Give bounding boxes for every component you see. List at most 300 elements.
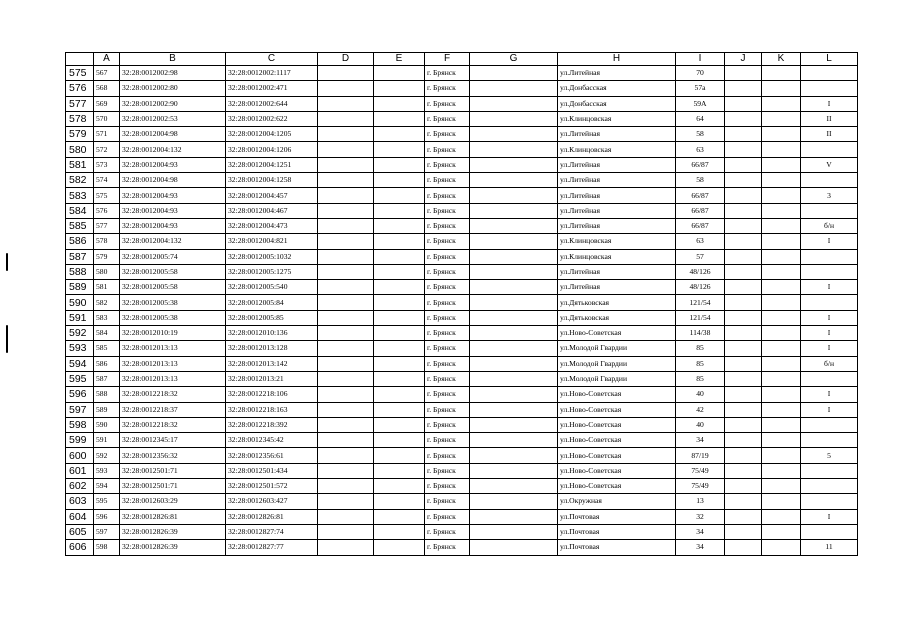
cell-d[interactable] <box>318 127 374 142</box>
cell-l[interactable] <box>801 463 858 478</box>
cell-f[interactable]: г. Брянск <box>425 264 470 279</box>
cell-e[interactable] <box>374 371 425 386</box>
cell-g[interactable] <box>470 66 558 81</box>
cell-l[interactable]: б/н <box>801 356 858 371</box>
cell-l[interactable]: 11 <box>801 540 858 555</box>
cell-j[interactable] <box>725 157 762 172</box>
cell-l[interactable]: I <box>801 326 858 341</box>
cell-h[interactable]: ул.Ново-Советская <box>558 479 676 494</box>
cell-g[interactable] <box>470 402 558 417</box>
cell-h[interactable]: ул.Окружная <box>558 494 676 509</box>
cell-e[interactable] <box>374 188 425 203</box>
row-number[interactable]: 579 <box>66 127 94 142</box>
cell-i[interactable]: 40 <box>676 417 725 432</box>
cell-j[interactable] <box>725 402 762 417</box>
cell-c[interactable]: 32:28:0012004:457 <box>226 188 318 203</box>
cell-h[interactable]: ул.Литейная <box>558 264 676 279</box>
cell-e[interactable] <box>374 524 425 539</box>
cell-f[interactable]: г. Брянск <box>425 417 470 432</box>
cell-c[interactable]: 32:28:0012218:163 <box>226 402 318 417</box>
cell-j[interactable] <box>725 249 762 264</box>
cell-l[interactable]: I <box>801 96 858 111</box>
cell-c[interactable]: 32:28:0012004:1258 <box>226 173 318 188</box>
cell-f[interactable]: г. Брянск <box>425 387 470 402</box>
cell-e[interactable] <box>374 218 425 233</box>
cell-h[interactable]: ул.Литейная <box>558 203 676 218</box>
cell-d[interactable] <box>318 387 374 402</box>
row-number[interactable]: 604 <box>66 509 94 524</box>
column-header-k[interactable]: K <box>762 53 801 66</box>
cell-a[interactable]: 572 <box>94 142 120 157</box>
cell-j[interactable] <box>725 264 762 279</box>
cell-c[interactable]: 32:28:0012004:1251 <box>226 157 318 172</box>
cell-c[interactable]: 32:28:0012002:1117 <box>226 66 318 81</box>
cell-l[interactable]: I <box>801 310 858 325</box>
cell-c[interactable]: 32:28:0012218:106 <box>226 387 318 402</box>
cell-i[interactable]: 34 <box>676 433 725 448</box>
cell-h[interactable]: ул.Почтовая <box>558 509 676 524</box>
cell-f[interactable]: г. Брянск <box>425 142 470 157</box>
cell-j[interactable] <box>725 417 762 432</box>
cell-f[interactable]: г. Брянск <box>425 96 470 111</box>
cell-k[interactable] <box>762 142 801 157</box>
cell-c[interactable]: 32:28:0012356:61 <box>226 448 318 463</box>
cell-e[interactable] <box>374 479 425 494</box>
cell-f[interactable]: г. Брянск <box>425 326 470 341</box>
cell-k[interactable] <box>762 402 801 417</box>
cell-d[interactable] <box>318 509 374 524</box>
cell-h[interactable]: ул.Почтовая <box>558 524 676 539</box>
cell-c[interactable]: 32:28:0012013:21 <box>226 371 318 386</box>
cell-i[interactable]: 48/126 <box>676 264 725 279</box>
cell-g[interactable] <box>470 524 558 539</box>
cell-k[interactable] <box>762 111 801 126</box>
column-header-g[interactable]: G <box>470 53 558 66</box>
cell-h[interactable]: ул.Ново-Советская <box>558 448 676 463</box>
cell-g[interactable] <box>470 479 558 494</box>
cell-f[interactable]: г. Брянск <box>425 524 470 539</box>
cell-l[interactable]: 5 <box>801 448 858 463</box>
cell-b[interactable]: 32:28:0012005:58 <box>120 280 226 295</box>
cell-b[interactable]: 32:28:0012005:38 <box>120 310 226 325</box>
cell-d[interactable] <box>318 218 374 233</box>
cell-l[interactable] <box>801 494 858 509</box>
cell-g[interactable] <box>470 417 558 432</box>
cell-f[interactable]: г. Брянск <box>425 234 470 249</box>
cell-f[interactable]: г. Брянск <box>425 356 470 371</box>
row-number[interactable]: 591 <box>66 310 94 325</box>
cell-b[interactable]: 32:28:0012005:38 <box>120 295 226 310</box>
cell-b[interactable]: 32:28:0012013:13 <box>120 371 226 386</box>
cell-a[interactable]: 582 <box>94 295 120 310</box>
cell-a[interactable]: 597 <box>94 524 120 539</box>
cell-l[interactable]: II <box>801 111 858 126</box>
cell-g[interactable] <box>470 127 558 142</box>
column-header-l[interactable]: L <box>801 53 858 66</box>
cell-j[interactable] <box>725 540 762 555</box>
cell-d[interactable] <box>318 433 374 448</box>
cell-j[interactable] <box>725 66 762 81</box>
cell-g[interactable] <box>470 142 558 157</box>
cell-b[interactable]: 32:28:0012356:32 <box>120 448 226 463</box>
cell-b[interactable]: 32:28:0012002:98 <box>120 66 226 81</box>
cell-j[interactable] <box>725 356 762 371</box>
cell-g[interactable] <box>470 218 558 233</box>
cell-c[interactable]: 32:28:0012004:1206 <box>226 142 318 157</box>
cell-j[interactable] <box>725 173 762 188</box>
cell-l[interactable]: V <box>801 157 858 172</box>
cell-l[interactable]: I <box>801 402 858 417</box>
cell-i[interactable]: 64 <box>676 111 725 126</box>
cell-k[interactable] <box>762 295 801 310</box>
cell-l[interactable]: б/н <box>801 218 858 233</box>
cell-l[interactable] <box>801 479 858 494</box>
cell-e[interactable] <box>374 341 425 356</box>
row-number[interactable]: 605 <box>66 524 94 539</box>
cell-e[interactable] <box>374 295 425 310</box>
cell-l[interactable]: I <box>801 509 858 524</box>
cell-a[interactable]: 598 <box>94 540 120 555</box>
cell-c[interactable]: 32:28:0012827:77 <box>226 540 318 555</box>
cell-d[interactable] <box>318 157 374 172</box>
cell-j[interactable] <box>725 280 762 295</box>
cell-j[interactable] <box>725 341 762 356</box>
cell-k[interactable] <box>762 173 801 188</box>
cell-l[interactable] <box>801 81 858 96</box>
cell-e[interactable] <box>374 540 425 555</box>
cell-d[interactable] <box>318 295 374 310</box>
cell-g[interactable] <box>470 463 558 478</box>
cell-a[interactable]: 576 <box>94 203 120 218</box>
cell-c[interactable]: 32:28:0012501:572 <box>226 479 318 494</box>
cell-a[interactable]: 581 <box>94 280 120 295</box>
cell-j[interactable] <box>725 463 762 478</box>
row-number[interactable]: 583 <box>66 188 94 203</box>
cell-g[interactable] <box>470 203 558 218</box>
cell-g[interactable] <box>470 295 558 310</box>
row-number[interactable]: 582 <box>66 173 94 188</box>
cell-b[interactable]: 32:28:0012826:39 <box>120 540 226 555</box>
cell-k[interactable] <box>762 81 801 96</box>
cell-k[interactable] <box>762 234 801 249</box>
cell-j[interactable] <box>725 81 762 96</box>
cell-k[interactable] <box>762 188 801 203</box>
cell-g[interactable] <box>470 81 558 96</box>
cell-b[interactable]: 32:28:0012004:93 <box>120 218 226 233</box>
cell-g[interactable] <box>470 509 558 524</box>
cell-g[interactable] <box>470 249 558 264</box>
cell-a[interactable]: 577 <box>94 218 120 233</box>
cell-d[interactable] <box>318 402 374 417</box>
cell-k[interactable] <box>762 218 801 233</box>
cell-i[interactable]: 42 <box>676 402 725 417</box>
cell-i[interactable]: 58 <box>676 173 725 188</box>
row-number[interactable]: 589 <box>66 280 94 295</box>
cell-i[interactable]: 34 <box>676 524 725 539</box>
cell-a[interactable]: 593 <box>94 463 120 478</box>
cell-k[interactable] <box>762 417 801 432</box>
cell-j[interactable] <box>725 234 762 249</box>
cell-i[interactable]: 85 <box>676 356 725 371</box>
cell-k[interactable] <box>762 249 801 264</box>
cell-h[interactable]: ул.Дятьковская <box>558 310 676 325</box>
cell-c[interactable]: 32:28:0012004:467 <box>226 203 318 218</box>
cell-j[interactable] <box>725 509 762 524</box>
cell-f[interactable]: г. Брянск <box>425 341 470 356</box>
cell-h[interactable]: ул.Клинцовская <box>558 249 676 264</box>
cell-k[interactable] <box>762 387 801 402</box>
cell-i[interactable]: 85 <box>676 371 725 386</box>
row-number[interactable]: 586 <box>66 234 94 249</box>
cell-a[interactable]: 568 <box>94 81 120 96</box>
cell-g[interactable] <box>470 494 558 509</box>
cell-k[interactable] <box>762 540 801 555</box>
cell-b[interactable]: 32:28:0012603:29 <box>120 494 226 509</box>
cell-h[interactable]: ул.Дятьковская <box>558 295 676 310</box>
cell-d[interactable] <box>318 66 374 81</box>
cell-f[interactable]: г. Брянск <box>425 127 470 142</box>
cell-c[interactable]: 32:28:0012005:1275 <box>226 264 318 279</box>
cell-c[interactable]: 32:28:0012005:1032 <box>226 249 318 264</box>
cell-c[interactable]: 32:28:0012827:74 <box>226 524 318 539</box>
cell-i[interactable]: 75/49 <box>676 463 725 478</box>
cell-a[interactable]: 569 <box>94 96 120 111</box>
column-header-i[interactable]: I <box>676 53 725 66</box>
row-number[interactable]: 588 <box>66 264 94 279</box>
column-header-j[interactable]: J <box>725 53 762 66</box>
cell-k[interactable] <box>762 310 801 325</box>
cell-l[interactable]: II <box>801 127 858 142</box>
cell-k[interactable] <box>762 96 801 111</box>
cell-j[interactable] <box>725 326 762 341</box>
cell-i[interactable]: 48/126 <box>676 280 725 295</box>
cell-k[interactable] <box>762 524 801 539</box>
cell-b[interactable]: 32:28:0012010:19 <box>120 326 226 341</box>
cell-h[interactable]: ул.Ново-Советская <box>558 433 676 448</box>
cell-a[interactable]: 578 <box>94 234 120 249</box>
cell-d[interactable] <box>318 341 374 356</box>
column-header-h[interactable]: H <box>558 53 676 66</box>
cell-g[interactable] <box>470 111 558 126</box>
cell-a[interactable]: 591 <box>94 433 120 448</box>
row-number[interactable]: 603 <box>66 494 94 509</box>
cell-h[interactable]: ул.Литейная <box>558 157 676 172</box>
column-header-f[interactable]: F <box>425 53 470 66</box>
cell-l[interactable]: I <box>801 234 858 249</box>
cell-i[interactable]: 85 <box>676 341 725 356</box>
cell-l[interactable] <box>801 142 858 157</box>
cell-c[interactable]: 32:28:0012005:540 <box>226 280 318 295</box>
cell-f[interactable]: г. Брянск <box>425 66 470 81</box>
cell-b[interactable]: 32:28:0012218:32 <box>120 417 226 432</box>
cell-h[interactable]: ул.Ново-Советская <box>558 387 676 402</box>
column-header-d[interactable]: D <box>318 53 374 66</box>
row-number[interactable]: 602 <box>66 479 94 494</box>
cell-d[interactable] <box>318 371 374 386</box>
cell-b[interactable]: 32:28:0012004:93 <box>120 203 226 218</box>
cell-b[interactable]: 32:28:0012002:80 <box>120 81 226 96</box>
cell-a[interactable]: 594 <box>94 479 120 494</box>
cell-e[interactable] <box>374 402 425 417</box>
row-number[interactable]: 581 <box>66 157 94 172</box>
cell-c[interactable]: 32:28:0012603:427 <box>226 494 318 509</box>
row-number[interactable]: 592 <box>66 326 94 341</box>
row-number[interactable]: 594 <box>66 356 94 371</box>
cell-e[interactable] <box>374 326 425 341</box>
cell-e[interactable] <box>374 203 425 218</box>
cell-i[interactable]: 121/54 <box>676 295 725 310</box>
cell-g[interactable] <box>470 341 558 356</box>
cell-d[interactable] <box>318 524 374 539</box>
cell-k[interactable] <box>762 326 801 341</box>
cell-j[interactable] <box>725 524 762 539</box>
cell-d[interactable] <box>318 540 374 555</box>
cell-k[interactable] <box>762 264 801 279</box>
cell-i[interactable]: 13 <box>676 494 725 509</box>
cell-d[interactable] <box>318 448 374 463</box>
cell-l[interactable] <box>801 249 858 264</box>
cell-d[interactable] <box>318 356 374 371</box>
cell-j[interactable] <box>725 494 762 509</box>
cell-e[interactable] <box>374 96 425 111</box>
cell-a[interactable]: 592 <box>94 448 120 463</box>
cell-i[interactable]: 66/87 <box>676 188 725 203</box>
cell-a[interactable]: 587 <box>94 371 120 386</box>
cell-e[interactable] <box>374 173 425 188</box>
cell-j[interactable] <box>725 96 762 111</box>
cell-l[interactable] <box>801 295 858 310</box>
cell-d[interactable] <box>318 479 374 494</box>
cell-f[interactable]: г. Брянск <box>425 402 470 417</box>
cell-j[interactable] <box>725 127 762 142</box>
cell-c[interactable]: 32:28:0012002:644 <box>226 96 318 111</box>
cell-h[interactable]: ул.Молодой Гвардии <box>558 341 676 356</box>
cell-f[interactable]: г. Брянск <box>425 249 470 264</box>
row-number[interactable]: 595 <box>66 371 94 386</box>
cell-h[interactable]: ул.Клинцовская <box>558 234 676 249</box>
row-number[interactable]: 585 <box>66 218 94 233</box>
cell-b[interactable]: 32:28:0012002:90 <box>120 96 226 111</box>
cell-d[interactable] <box>318 463 374 478</box>
cell-k[interactable] <box>762 479 801 494</box>
cell-c[interactable]: 32:28:0012501:434 <box>226 463 318 478</box>
cell-d[interactable] <box>318 310 374 325</box>
cell-i[interactable]: 63 <box>676 142 725 157</box>
cell-l[interactable] <box>801 66 858 81</box>
cell-a[interactable]: 567 <box>94 66 120 81</box>
cell-a[interactable]: 585 <box>94 341 120 356</box>
cell-i[interactable]: 58 <box>676 127 725 142</box>
cell-d[interactable] <box>318 264 374 279</box>
cell-d[interactable] <box>318 234 374 249</box>
cell-a[interactable]: 595 <box>94 494 120 509</box>
cell-b[interactable]: 32:28:0012345:17 <box>120 433 226 448</box>
cell-k[interactable] <box>762 448 801 463</box>
cell-a[interactable]: 590 <box>94 417 120 432</box>
column-header-b[interactable]: B <box>120 53 226 66</box>
cell-k[interactable] <box>762 66 801 81</box>
cell-g[interactable] <box>470 433 558 448</box>
cell-l[interactable]: I <box>801 280 858 295</box>
cell-j[interactable] <box>725 448 762 463</box>
cell-c[interactable]: 32:28:0012218:392 <box>226 417 318 432</box>
cell-k[interactable] <box>762 203 801 218</box>
cell-b[interactable]: 32:28:0012013:13 <box>120 341 226 356</box>
cell-l[interactable] <box>801 433 858 448</box>
cell-g[interactable] <box>470 264 558 279</box>
row-number[interactable]: 599 <box>66 433 94 448</box>
cell-k[interactable] <box>762 157 801 172</box>
cell-e[interactable] <box>374 509 425 524</box>
cell-i[interactable]: 66/87 <box>676 218 725 233</box>
cell-b[interactable]: 32:28:0012004:132 <box>120 234 226 249</box>
row-number[interactable]: 600 <box>66 448 94 463</box>
cell-b[interactable]: 32:28:0012826:81 <box>120 509 226 524</box>
cell-i[interactable]: 66/87 <box>676 203 725 218</box>
cell-h[interactable]: ул.Ново-Советская <box>558 417 676 432</box>
cell-g[interactable] <box>470 173 558 188</box>
cell-k[interactable] <box>762 494 801 509</box>
cell-a[interactable]: 588 <box>94 387 120 402</box>
cell-h[interactable]: ул.Литейная <box>558 218 676 233</box>
cell-l[interactable]: 3 <box>801 188 858 203</box>
cell-h[interactable]: ул.Литейная <box>558 173 676 188</box>
row-number[interactable]: 606 <box>66 540 94 555</box>
cell-c[interactable]: 32:28:0012002:471 <box>226 81 318 96</box>
cell-d[interactable] <box>318 494 374 509</box>
cell-e[interactable] <box>374 127 425 142</box>
cell-h[interactable]: ул.Молодой Гвардии <box>558 356 676 371</box>
row-number[interactable]: 578 <box>66 111 94 126</box>
cell-e[interactable] <box>374 142 425 157</box>
cell-l[interactable] <box>801 264 858 279</box>
cell-i[interactable]: 32 <box>676 509 725 524</box>
cell-b[interactable]: 32:28:0012218:37 <box>120 402 226 417</box>
cell-c[interactable]: 32:28:0012004:1205 <box>226 127 318 142</box>
cell-e[interactable] <box>374 356 425 371</box>
cell-h[interactable]: ул.Клинцовская <box>558 142 676 157</box>
cell-i[interactable]: 57 <box>676 249 725 264</box>
cell-j[interactable] <box>725 218 762 233</box>
cell-b[interactable]: 32:28:0012004:93 <box>120 157 226 172</box>
cell-d[interactable] <box>318 417 374 432</box>
cell-f[interactable]: г. Брянск <box>425 203 470 218</box>
cell-b[interactable]: 32:28:0012004:93 <box>120 188 226 203</box>
cell-a[interactable]: 574 <box>94 173 120 188</box>
cell-c[interactable]: 32:28:0012004:473 <box>226 218 318 233</box>
column-header-e[interactable]: E <box>374 53 425 66</box>
cell-f[interactable]: г. Брянск <box>425 280 470 295</box>
cell-h[interactable]: ул.Ново-Советская <box>558 326 676 341</box>
cell-f[interactable]: г. Брянск <box>425 509 470 524</box>
cell-c[interactable]: 32:28:0012002:622 <box>226 111 318 126</box>
cell-d[interactable] <box>318 96 374 111</box>
cell-a[interactable]: 596 <box>94 509 120 524</box>
cell-e[interactable] <box>374 387 425 402</box>
cell-h[interactable]: ул.Литейная <box>558 127 676 142</box>
row-number[interactable]: 597 <box>66 402 94 417</box>
cell-c[interactable]: 32:28:0012005:84 <box>226 295 318 310</box>
column-header-c[interactable]: C <box>226 53 318 66</box>
cell-i[interactable]: 114/38 <box>676 326 725 341</box>
cell-f[interactable]: г. Брянск <box>425 173 470 188</box>
cell-a[interactable]: 589 <box>94 402 120 417</box>
cell-g[interactable] <box>470 540 558 555</box>
cell-d[interactable] <box>318 280 374 295</box>
cell-h[interactable]: ул.Донбасская <box>558 96 676 111</box>
cell-a[interactable]: 570 <box>94 111 120 126</box>
cell-k[interactable] <box>762 280 801 295</box>
